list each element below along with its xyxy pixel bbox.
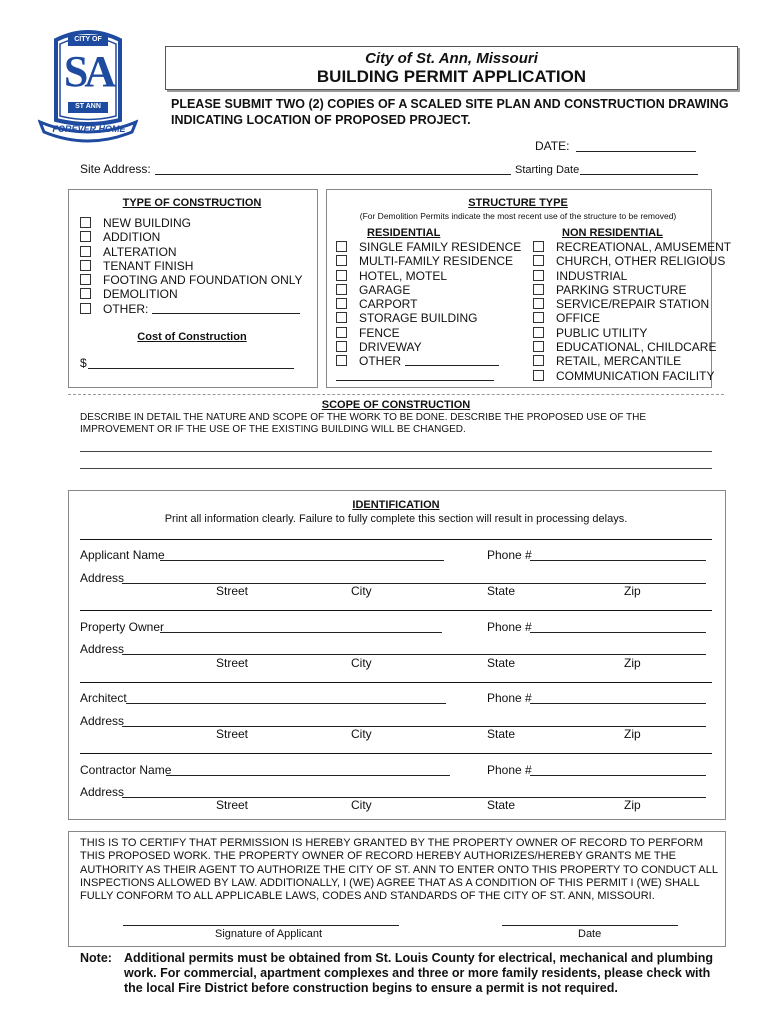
cost-prefix: $ (80, 356, 87, 370)
identification-subtitle: Print all information clearly. Failure to fully complete this section will result in processing delays. (164, 513, 628, 525)
checkbox-icon[interactable] (80, 217, 91, 228)
architect-state-label: State (487, 727, 516, 741)
cost-of-construction-title: Cost of Construction (137, 331, 247, 343)
checkbox-icon[interactable] (80, 274, 91, 285)
property-owner-field[interactable] (160, 619, 442, 633)
checkbox-icon[interactable] (336, 355, 347, 366)
applicant-address-label: Address (80, 571, 125, 585)
checkbox-icon[interactable] (533, 312, 544, 323)
checkbox-icon[interactable] (336, 298, 347, 309)
non-residential-list (533, 240, 731, 383)
owner-street-label: Street (216, 656, 249, 670)
site-address-label: Site Address: (80, 162, 151, 176)
residential-item[interactable]: FENCE (336, 326, 521, 340)
party-divider (80, 753, 712, 754)
residential-item[interactable]: CARPORT (336, 297, 521, 311)
architect-field[interactable] (126, 690, 446, 704)
residential-title: RESIDENTIAL (367, 227, 441, 239)
construction-type-item[interactable]: OTHER: (80, 302, 303, 316)
checkbox-icon[interactable] (533, 284, 544, 295)
other-residential-line[interactable] (336, 370, 494, 381)
structure-type-note: (For Demolition Permits indicate the most recent use of the structure to be removed) (359, 211, 677, 221)
party-divider (80, 610, 712, 611)
checkbox-icon[interactable] (533, 270, 544, 281)
construction-type-list (80, 216, 303, 316)
checkbox-icon[interactable] (336, 270, 347, 281)
logo-monogram: SA (63, 47, 113, 96)
non-residential-item[interactable]: EDUCATIONAL, CHILDCARE (533, 340, 731, 354)
contractor-zip-label: Zip (624, 798, 641, 812)
applicant-phone-label: Phone # (487, 548, 532, 562)
checkbox-icon[interactable] (80, 260, 91, 271)
architect-address-label: Address (80, 714, 125, 728)
contractor-name-field[interactable] (166, 762, 450, 776)
starting-date-field[interactable] (580, 161, 698, 175)
signature-label: Signature of Applicant (215, 928, 323, 940)
owner-address-field[interactable] (122, 641, 706, 655)
owner-zip-label: Zip (624, 656, 641, 670)
checkbox-icon[interactable] (533, 298, 544, 309)
residential-item[interactable]: MULTI-FAMILY RESIDENCE (336, 254, 521, 268)
construction-type-item[interactable]: ADDITION (80, 230, 303, 244)
scope-title: SCOPE OF CONSTRUCTION (321, 399, 471, 411)
date-label: DATE: (535, 139, 570, 153)
checkbox-icon[interactable] (533, 255, 544, 266)
construction-type-item[interactable]: ALTERATION (80, 245, 303, 259)
applicant-name-label: Applicant Name (80, 548, 165, 562)
non-residential-item[interactable]: PUBLIC UTILITY (533, 326, 731, 340)
owner-state-label: State (487, 656, 516, 670)
non-residential-item[interactable]: RECREATIONAL, AMUSEMENT (533, 240, 731, 254)
architect-address-field[interactable] (122, 713, 706, 727)
non-residential-item[interactable]: INDUSTRIAL (533, 269, 731, 283)
checkbox-icon[interactable] (533, 241, 544, 252)
residential-item[interactable]: SINGLE FAMILY RESIDENCE (336, 240, 521, 254)
construction-type-item[interactable]: FOOTING AND FOUNDATION ONLY (80, 273, 303, 287)
checkbox-icon[interactable] (336, 241, 347, 252)
starting-date-label: Starting Date (515, 164, 580, 176)
certification-text: THIS IS TO CERTIFY THAT PERMISSION IS HEREBY GRANTED BY THE PROPERTY OWNER OF RECORD TO PERFORM THIS PROPOSED WORK. THE PROPERTY OWNER OF RECORD HEREBY AUTHORIZES/HEREBY GRANTS ME THE AUTHORITY AS THEIR AGENT TO AUTHORIZE THE CITY OF ST. ANN TO ENTER ONTO THIS PROPERTY TO CONDUCT ALL INSPECTIONS ALLOWED BY LAW. ADDITIONALLY, I (WE) AGREE THAT AS A CONDITION OF THIS PERMIT I (WE) SHALL FULLY CONFORM TO ALL APPLICABLE LAWS, CODES AND STANDARDS OF THE CITY OF ST. ANN, MISSOURI. (80, 837, 718, 903)
architect-phone-field[interactable] (530, 690, 706, 704)
scope-description: DESCRIBE IN DETAIL THE NATURE AND SCOPE OF THE WORK TO BE DONE. DESCRIBE THE PROPOSED USE OF THE IMPROVEMENT OR IF THE USE OF THE EXISTING BUILDING WILL BE CHANGED. (80, 412, 647, 435)
checkbox-icon[interactable] (80, 231, 91, 242)
architect-city-label: City (351, 727, 372, 741)
contractor-name-label: Contractor Name (80, 763, 172, 777)
architect-label: Architect (80, 691, 127, 705)
checkbox-icon[interactable] (80, 303, 91, 314)
checkbox-icon[interactable] (336, 341, 347, 352)
residential-item[interactable]: HOTEL, MOTEL (336, 269, 521, 283)
non-residential-item[interactable]: PARKING STRUCTURE (533, 283, 731, 297)
party-divider (80, 539, 712, 540)
scope-divider (68, 394, 724, 395)
checkbox-icon[interactable] (336, 255, 347, 266)
identification-title: IDENTIFICATION (352, 499, 440, 511)
residential-item[interactable]: GARAGE (336, 283, 521, 297)
applicant-phone-field[interactable] (530, 547, 706, 561)
page-title: BUILDING PERMIT APPLICATION (316, 67, 587, 86)
note-text: Additional permits must be obtained from St. Louis County for electrical, mechanical and plumbing work. For commercial, apartment complexes and three or more family residents, please check with the local Fire District before construction begins to ensure a permit is not required. (124, 951, 713, 996)
checkbox-icon[interactable] (336, 284, 347, 295)
non-residential-item[interactable]: RETAIL, MERCANTILE (533, 354, 731, 368)
architect-phone-label: Phone # (487, 691, 532, 705)
checkbox-icon[interactable] (533, 327, 544, 338)
party-divider (80, 682, 712, 683)
architect-zip-label: Zip (624, 727, 641, 741)
logo-bottom-text: ST ANN (75, 103, 101, 110)
signature-date-label: Date (578, 928, 602, 940)
site-address-field[interactable] (155, 161, 511, 175)
city-name: City of St. Ann, Missouri (365, 50, 538, 67)
architect-street-label: Street (216, 727, 249, 741)
contractor-address-field[interactable] (122, 784, 706, 798)
signature-date-field[interactable] (502, 915, 678, 926)
scope-line-1[interactable] (80, 451, 712, 452)
residential-list (336, 240, 521, 369)
other-type-field[interactable] (152, 302, 300, 314)
applicant-name-field[interactable] (160, 547, 444, 561)
city-logo (38, 28, 138, 146)
residential-item[interactable]: STORAGE BUILDING (336, 311, 521, 325)
residential-item[interactable]: OTHER (336, 354, 521, 368)
checkbox-icon[interactable] (80, 288, 91, 299)
applicant-city-label: City (351, 584, 372, 598)
construction-type-item[interactable]: DEMOLITION (80, 287, 303, 301)
logo-ribbon-text: FOREVER HOME (52, 124, 126, 134)
owner-phone-field[interactable] (530, 619, 706, 633)
applicant-zip-label: Zip (624, 584, 641, 598)
owner-phone-label: Phone # (487, 620, 532, 634)
contractor-state-label: State (487, 798, 516, 812)
non-residential-item[interactable]: SERVICE/REPAIR STATION (533, 297, 731, 311)
cost-field[interactable] (88, 355, 294, 369)
residential-item[interactable]: DRIVEWAY (336, 340, 521, 354)
applicant-state-label: State (487, 584, 516, 598)
non-residential-item[interactable]: CHURCH, OTHER RELIGIOUS (533, 254, 731, 268)
non-residential-item[interactable]: COMMUNICATION FACILITY (533, 369, 731, 383)
applicant-street-label: Street (216, 584, 249, 598)
applicant-address-field[interactable] (122, 570, 706, 584)
construction-type-item[interactable]: NEW BUILDING (80, 216, 303, 230)
other-residential-field[interactable] (405, 354, 499, 366)
contractor-address-label: Address (80, 785, 125, 799)
owner-address-label: Address (80, 642, 125, 656)
owner-city-label: City (351, 656, 372, 670)
note-label: Note: (80, 951, 112, 965)
logo-top-text: CITY OF (74, 36, 102, 43)
checkbox-icon[interactable] (533, 355, 544, 366)
scope-line-2[interactable] (80, 468, 712, 469)
contractor-phone-field[interactable] (530, 762, 706, 776)
construction-type-item[interactable]: TENANT FINISH (80, 259, 303, 273)
contractor-street-label: Street (216, 798, 249, 812)
signature-field[interactable] (123, 915, 399, 926)
date-field[interactable] (576, 138, 696, 152)
property-owner-label: Property Owner (80, 620, 165, 634)
contractor-city-label: City (351, 798, 372, 812)
non-residential-title: NON RESIDENTIAL (562, 227, 663, 239)
non-residential-item[interactable]: OFFICE (533, 311, 731, 325)
checkbox-icon[interactable] (533, 370, 544, 381)
checkbox-icon[interactable] (336, 327, 347, 338)
contractor-phone-label: Phone # (487, 763, 532, 777)
checkbox-icon[interactable] (336, 312, 347, 323)
instruction-text: PLEASE SUBMIT TWO (2) COPIES OF A SCALED SITE PLAN AND CONSTRUCTION DRAWING INDICATING LOCATION OF PROPOSED PROJECT. (171, 97, 729, 127)
header-box (165, 46, 738, 90)
type-of-construction-title: TYPE OF CONSTRUCTION (122, 197, 262, 209)
checkbox-icon[interactable] (533, 341, 544, 352)
structure-type-title: STRUCTURE TYPE (468, 197, 568, 209)
checkbox-icon[interactable] (80, 246, 91, 257)
